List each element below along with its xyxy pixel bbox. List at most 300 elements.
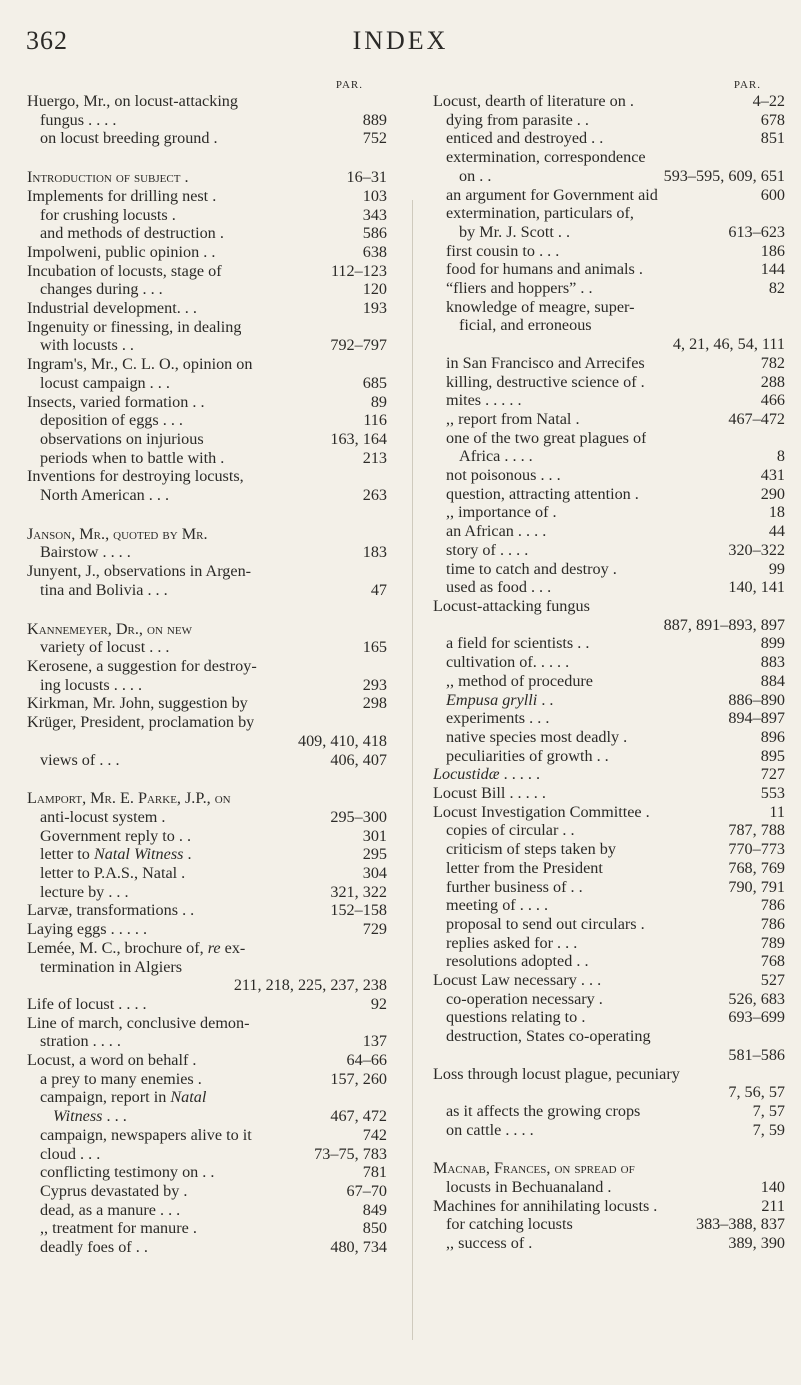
entry-text: enticed and destroyed . . [446,129,604,148]
entry-text: letter to P.A.S., Natal . [40,864,186,883]
entry-text: peculiarities of growth . . [446,746,609,765]
entry-pages: 790, 791 [728,877,785,896]
entry-text: locusts in Bechuanaland . [446,1178,612,1197]
entry-pages: 140, 141 [728,578,785,597]
index-entry [27,486,387,505]
entry-text: for catching locusts [446,1215,573,1234]
entry-pages: 82 [768,279,785,298]
entry-pages: 298 [362,694,387,713]
entry-text: mites . . . . . [446,391,522,410]
entry-pages: 593–595, 609, 651 [663,166,785,185]
entry-text: Kirkman, Mr. John, suggestion by [27,694,248,713]
entry-text: letter from the President [446,858,603,877]
entry-pages: 586 [362,224,387,243]
entry-text: knowledge of meagre, super- [446,297,635,316]
index-entry [433,447,785,466]
entry-pages: 896 [760,727,785,746]
index-entry [433,204,785,223]
entry-text: Locust Bill . . . . . [433,784,546,803]
entry-pages: 383–388, 837 [695,1215,785,1234]
index-entry [433,653,785,672]
entry-pages: 64–66 [346,1051,387,1070]
index-entry [27,827,387,846]
entry-text: Cyprus devastated by . [40,1181,188,1200]
entry-text: a prey to many enemies . [40,1069,202,1088]
index-entry [433,410,785,429]
index-entry [433,1234,785,1253]
entry-pages: 527 [760,971,785,990]
entry-pages: 92 [370,994,387,1013]
index-entry [27,562,387,581]
index-entry [27,1182,387,1201]
entry-pages: 638 [362,242,387,261]
index-entry [27,883,387,902]
index-entry [433,429,785,448]
index-entry [27,299,387,318]
entry-pages: 47 [370,580,387,599]
entry-pages: 18 [768,503,785,522]
entry-pages: 768, 769 [728,858,785,877]
entry-text: co-operation necessary . [446,989,603,1008]
index-entry [433,1083,785,1102]
entry-text: ,, method of procedure [446,671,593,690]
index-entry [27,1088,387,1107]
entry-text: termination in Algiers [40,957,183,976]
entry-pages: 727 [760,765,785,784]
index-entry [27,713,387,732]
entry-pages: 600 [760,185,785,204]
entry-text: ing locusts . . . . [40,675,143,694]
index-entry [433,934,785,953]
entry-pages: 320–322 [728,540,785,559]
index-entry [27,976,387,995]
entry-pages: 8 [776,447,785,466]
section-gap [27,148,387,168]
entry-text: Africa . . . . [459,447,533,466]
entry-pages: 409, 410, 418 [297,731,387,750]
index-entry [433,503,785,522]
index-entry [27,1163,387,1182]
entry-text: meeting of . . . . [446,896,549,915]
index-entry [433,1008,785,1027]
entry-pages: 886–890 [728,690,785,709]
index-entry [27,467,387,486]
entry-pages: 321, 322 [330,882,387,901]
section-gap [27,505,387,525]
index-entry [27,1238,387,1257]
entry-text: North American . . . [40,486,170,505]
entry-pages: 581–586 [728,1045,785,1064]
entry-text: first cousin to . . . [446,241,560,260]
entry-text: ,, importance of . [446,503,557,522]
entry-pages: 467, 472 [330,1107,387,1126]
entry-pages: 7, 59 [752,1120,785,1139]
index-entry [433,634,785,653]
entry-text: Witness . . . [53,1107,127,1126]
entry-text: Empusa grylli . . [446,690,554,709]
index-entry [433,1178,785,1197]
entry-pages: 526, 683 [728,989,785,1008]
column-divider [412,200,413,1340]
entry-pages: 112–123 [330,261,387,280]
index-entry [27,995,387,1014]
entry-text: cloud . . . [40,1144,101,1163]
entry-pages: 103 [362,186,387,205]
entry-text: extermination, correspondence [446,148,646,167]
index-entry [27,732,387,751]
index-entry [27,958,387,977]
entry-pages: 389, 390 [728,1234,785,1253]
entry-text: story of . . . . [446,540,529,559]
entry-text: Locust, dearth of literature on . [433,92,634,110]
index-entry [433,821,785,840]
entry-text: as it affects the growing crops [446,1101,641,1120]
entry-pages: 895 [760,746,785,765]
entry-text: one of the two great plagues of [446,428,647,447]
index-entry [433,765,785,784]
entry-text: Junyent, J., observations in Argen- [27,562,252,581]
entry-text: Larvæ, transformations . . [27,901,195,920]
entry-text: ,, success of . [446,1234,533,1253]
entry-text: ,, report from Natal . [446,409,580,428]
entry-pages: 613–623 [728,222,785,241]
entry-pages: 786 [760,914,785,933]
entry-text: Implements for drilling nest . [27,186,217,205]
entry-text: Krüger, President, proclamation by [27,713,255,732]
entry-pages: 89 [370,392,387,411]
entry-text: Life of locust . . . . [27,994,147,1013]
entry-pages: 729 [362,920,387,939]
par-column-label: PAR. [733,79,761,91]
index-entry [433,466,785,485]
entry-text: on locust breeding ground . [40,129,218,148]
entry-pages: 11 [769,802,785,821]
entry-text: time to catch and destroy . [446,559,617,578]
entry-pages: 786 [760,896,785,915]
index-entry [27,262,387,281]
entry-text: Government reply to . . [40,826,192,845]
entry-pages: 44 [768,522,785,541]
index-column-right [433,78,785,1253]
entry-text: criticism of steps taken by [446,840,616,859]
entry-text: further business of . . [446,877,583,896]
entry-pages: 553 [760,784,785,803]
entry-pages: 16–31 [346,168,387,187]
entry-pages: 73–75, 783 [314,1144,387,1163]
entry-pages: 140 [760,1178,785,1197]
index-entry [27,374,387,393]
index-entry [27,789,387,808]
entry-pages: 782 [760,353,785,372]
index-entry [27,206,387,225]
entry-text: “fliers and hoppers” . . [446,279,593,298]
entry-text: and methods of destruction . [40,224,224,243]
index-entry [433,223,785,242]
entry-pages: 883 [760,653,785,672]
index-entry [27,694,387,713]
index-entry [27,393,387,412]
entry-text: food for humans and animals . [446,260,643,279]
entry-text: Impolweni, public opinion . . [27,242,216,261]
entry-text: Bairstow . . . . [40,543,131,562]
index-entry [27,280,387,299]
section-gap [27,769,387,789]
index-entry [433,111,785,130]
entry-text: resolutions adopted . . [446,952,589,971]
index-entry [433,1027,785,1046]
entry-text: Loss through locust plague, pecuniary [433,1064,680,1083]
entry-text: cultivation of. . . . . [446,653,570,672]
index-entry [433,578,785,597]
entry-pages: 137 [362,1032,387,1051]
entry-text: Locust Investigation Committee . [433,802,650,821]
index-entry [27,920,387,939]
entry-pages: 211, 218, 225, 237, 238 [233,976,387,995]
entry-text: extermination, particulars of, [446,204,634,223]
entry-pages: 186 [760,241,785,260]
index-entry [27,1201,387,1220]
entry-pages: 144 [760,260,785,279]
index-entry [433,541,785,560]
index-entry [27,411,387,430]
entry-text: Ingram's, Mr., C. L. O., opinion on [27,355,253,374]
index-entry [27,845,387,864]
entry-pages: 887, 891–893, 897 [663,615,785,634]
entry-text: Line of march, conclusive demon- [27,1013,250,1032]
entry-text: experiments . . . [446,709,550,728]
entry-text: replies asked for . . . [446,933,578,952]
entry-text: conflicting testimony on . . [40,1163,215,1182]
index-entry [433,1121,785,1140]
index-entry [433,952,785,971]
index-entry [433,990,785,1009]
index-entry [433,316,785,335]
entry-text: views of . . . [40,750,120,769]
index-entry [433,616,785,635]
index-entry [27,939,387,958]
entry-text: Industrial development. . . [27,299,197,318]
entry-text: Locust, a word on behalf . [27,1051,197,1070]
entry-pages: 678 [760,110,785,129]
index-entry [433,784,785,803]
entry-pages: 193 [362,299,387,318]
entry-text: an African . . . . [446,522,547,541]
entry-pages: 899 [760,634,785,653]
entry-text: native species most deadly . [446,727,628,746]
entry-pages: 288 [760,372,785,391]
index-entry [27,92,387,111]
index-entry [433,896,785,915]
index-entry [27,355,387,374]
entry-pages: 851 [760,129,785,148]
entry-text: Macnab, Frances, on spread of [433,1159,635,1178]
entry-pages: 889 [362,110,387,129]
index-entry [433,373,785,392]
entry-text: Lemée, M. C., brochure of, re ex- [27,938,246,957]
entry-pages: 157, 260 [330,1069,387,1088]
index-entry [27,620,387,639]
index-entry [433,1102,785,1121]
entry-text: question, attracting attention . [446,484,639,503]
index-entry [433,709,785,728]
entry-text: Incubation of locusts, stage of [27,261,222,280]
entry-text: on cattle . . . . [446,1120,534,1139]
entry-text: Huergo, Mr., on locust-attacking [27,92,238,110]
index-entry [27,1126,387,1145]
index-entry [27,657,387,676]
entry-text: Lamport, Mr. E. Parke, J.P., on [27,789,231,808]
entry-text: locust campaign . . . [40,373,170,392]
index-entry [433,878,785,897]
entry-text: Introduction of subject . [27,168,189,187]
page-number: 362 [26,26,68,55]
index-entry [433,1065,785,1084]
index-entry [433,672,785,691]
entry-text: deadly foes of . . [40,1238,148,1257]
entry-pages: 67–70 [346,1181,387,1200]
entry-pages: 693–699 [728,1008,785,1027]
index-entry [27,581,387,600]
index-entry [433,148,785,167]
entry-text: changes during . . . [40,280,163,299]
index-entry [433,747,785,766]
index-entry [27,1051,387,1070]
index-entry [433,859,785,878]
entry-text: copies of circular . . [446,821,575,840]
entry-text: anti-locust system . [40,807,166,826]
entry-pages: 467–472 [728,409,785,428]
entry-pages: 431 [760,466,785,485]
entry-text: Locust Law necessary . . . [433,971,602,990]
entry-text: on . . [459,166,492,185]
entry-pages: 116 [363,411,387,430]
entry-text: Laying eggs . . . . . [27,920,148,939]
entry-pages: 213 [362,448,387,467]
entry-text: tina and Bolivia . . . [40,580,168,599]
index-entry [433,167,785,186]
entry-pages: 792–797 [330,336,387,355]
entry-pages: 752 [362,129,387,148]
entry-text: in San Francisco and Arrecifes [446,353,645,372]
index-entry [433,129,785,148]
index-entry [27,864,387,883]
entry-text: ficial, and erroneous [459,316,592,335]
index-entry [27,1219,387,1238]
index-entry [433,1197,785,1216]
entry-pages: 295 [362,845,387,864]
index-entry [27,525,387,544]
entry-pages: 263 [362,486,387,505]
entry-text: deposition of eggs . . . [40,411,183,430]
index-entry [27,168,387,187]
entry-text: campaign, report in Natal [40,1088,207,1107]
index-entry [27,901,387,920]
index-entry [433,691,785,710]
index-entry [433,186,785,205]
entry-pages: 211 [761,1196,785,1215]
entry-pages: 293 [362,675,387,694]
index-entry [27,187,387,206]
entry-text: ,, treatment for manure . [40,1219,197,1238]
entry-pages: 480, 734 [330,1238,387,1257]
index-entry [27,638,387,657]
index-entry [27,543,387,562]
entry-pages: 406, 407 [330,750,387,769]
section-gap [27,600,387,620]
index-entry [433,522,785,541]
entry-pages: 290 [760,484,785,503]
entry-text: destruction, States co-operating [446,1027,651,1046]
entry-pages: 770–773 [728,840,785,859]
entry-text: dead, as a manure . . . [40,1200,181,1219]
entry-pages: 7, 56, 57 [728,1083,785,1102]
index-entry [433,915,785,934]
entry-pages: 781 [362,1163,387,1182]
entry-pages: 850 [362,1219,387,1238]
index-entry [433,1046,785,1065]
index-entry [27,1145,387,1164]
entry-pages: 295–300 [330,807,387,826]
index-entry [27,751,387,770]
entry-text: periods when to battle with . [40,448,225,467]
page-title: INDEX [352,26,449,55]
entry-text: stration . . . . [40,1032,121,1051]
entry-text: Ingenuity or finessing, in dealing [27,317,242,336]
entry-pages: 183 [362,543,387,562]
index-entry [27,243,387,262]
entry-pages: 849 [362,1200,387,1219]
index-entry [27,129,387,148]
entry-text: Kannemeyer, Dr., on new [27,619,192,638]
index-entry [433,840,785,859]
index-entry [433,354,785,373]
index-entry [27,1107,387,1126]
entry-pages: 304 [362,864,387,883]
entry-text: questions relating to . [446,1008,586,1027]
section-gap [433,1139,785,1159]
entry-text: Janson, Mr., quoted by Mr. [27,524,208,543]
entry-pages: 789 [760,933,785,952]
index-entry [433,728,785,747]
index-entry [27,430,387,449]
entry-pages: 152–158 [330,901,387,920]
entry-pages: 466 [760,391,785,410]
index-entry [27,224,387,243]
index-entry [27,808,387,827]
index-entry [27,1014,387,1033]
entry-pages: 768 [760,952,785,971]
entry-pages: 787, 788 [728,821,785,840]
entry-text: for crushing locusts . [40,205,176,224]
par-column-label: PAR. [335,79,363,91]
entry-pages: 301 [362,826,387,845]
entry-pages: 742 [362,1125,387,1144]
entry-text: Kerosene, a suggestion for destroy- [27,656,257,675]
entry-text: Locust-attacking fungus [433,596,590,615]
entry-pages: 4, 21, 46, 54, 111 [672,335,785,354]
index-column-left [27,78,387,1257]
entry-text: an argument for Government aid [446,185,658,204]
index-entry [433,1159,785,1178]
index-entry [27,111,387,130]
entry-pages: 99 [768,559,785,578]
index-entry [433,971,785,990]
entry-text: Insects, varied formation . . [27,392,205,411]
index-entry [433,485,785,504]
entry-pages: 120 [362,280,387,299]
index-entry [433,260,785,279]
entry-text: proposal to send out circulars . [446,914,645,933]
